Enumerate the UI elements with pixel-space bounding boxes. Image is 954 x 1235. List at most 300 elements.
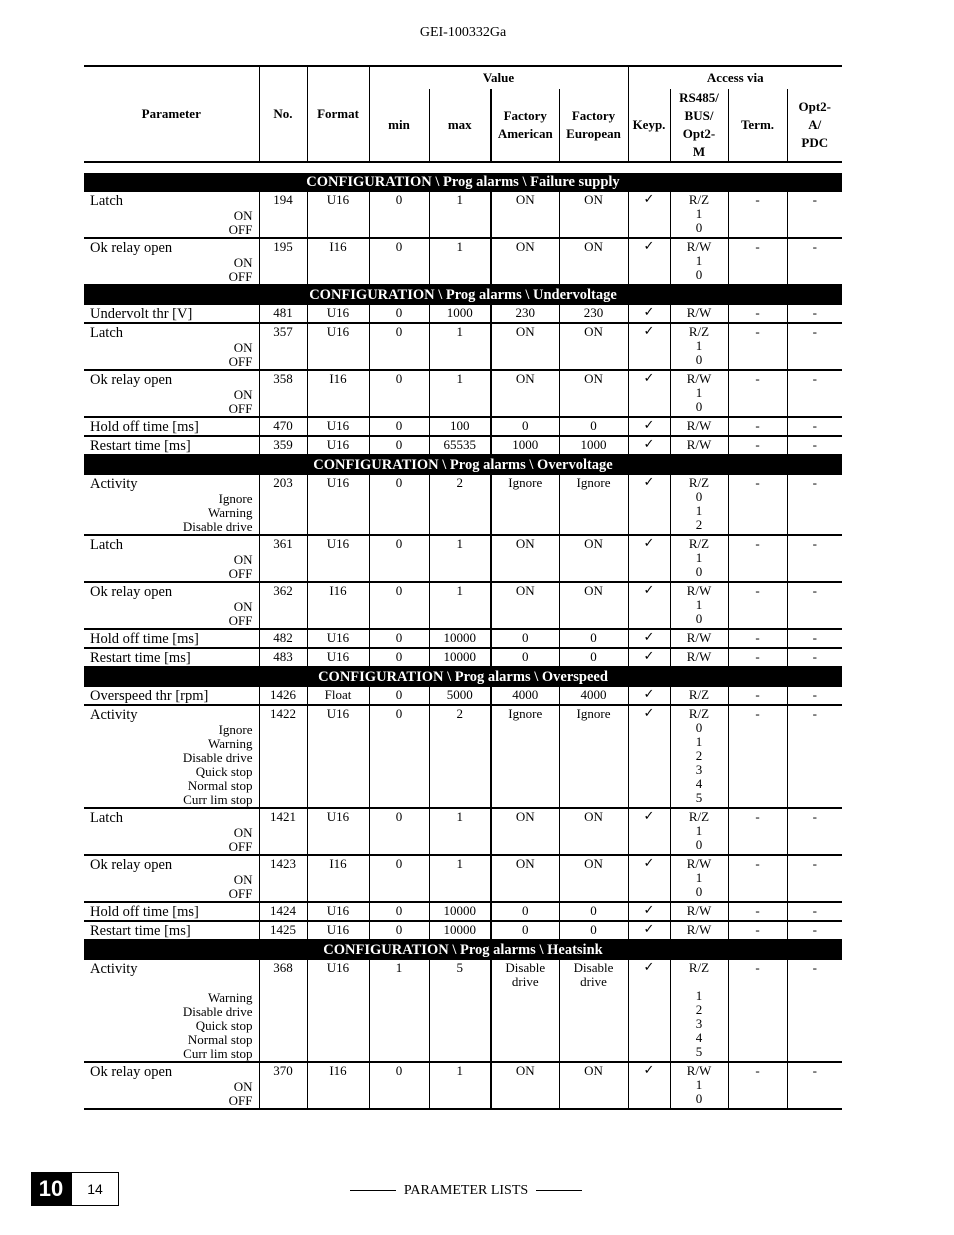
- rs485-value: 5: [695, 1044, 703, 1059]
- param-factory-european: ON: [559, 582, 628, 629]
- param-max: 5000: [429, 687, 491, 705]
- param-factory-european: 4000: [559, 687, 628, 705]
- param-max: 1000: [429, 305, 491, 323]
- param-name: Restart time [ms]: [90, 923, 191, 939]
- param-rs485: [670, 629, 728, 648]
- param-option: ON: [233, 599, 253, 614]
- param-format: U16: [307, 192, 369, 238]
- param-cell: [84, 808, 259, 855]
- param-factory-european: 0: [559, 629, 628, 648]
- param-cell: [84, 705, 259, 808]
- param-max: 1: [429, 855, 491, 902]
- table-row: [84, 417, 842, 436]
- param-opt2: -: [787, 960, 842, 1062]
- table-row: [84, 535, 842, 582]
- param-opt2: -: [787, 305, 842, 323]
- param-factory-european: 0: [559, 648, 628, 667]
- param-max: 10000: [429, 648, 491, 667]
- param-format: U16: [307, 417, 369, 436]
- param-opt2: -: [787, 192, 842, 238]
- rs485-value: 2: [695, 748, 703, 763]
- param-factory-european: 230: [559, 305, 628, 323]
- param-opt2: -: [787, 417, 842, 436]
- rs485-value: 1: [695, 823, 703, 838]
- param-opt2: -: [787, 475, 842, 535]
- param-option: Ignore: [218, 491, 253, 506]
- param-cell: [84, 960, 259, 1062]
- param-keyp-check: ✓: [628, 238, 670, 285]
- param-no: 1422: [259, 705, 307, 808]
- param-factory-american: 0: [491, 921, 559, 940]
- param-min: 0: [369, 902, 429, 921]
- rs485-value: R/W: [686, 437, 712, 452]
- param-opt2: -: [787, 902, 842, 921]
- param-max: 10000: [429, 902, 491, 921]
- param-factory-european: ON: [559, 1062, 628, 1109]
- rs485-value: R/W: [686, 371, 712, 386]
- section-title: CONFIGURATION \ Prog alarms \ Overspeed: [84, 667, 842, 687]
- rs485-value: R/Z: [688, 536, 710, 551]
- param-name: Ok relay open: [90, 240, 173, 256]
- param-name: Latch: [90, 325, 124, 341]
- param-term: -: [728, 705, 787, 808]
- param-option: ON: [233, 552, 253, 567]
- param-option: [90, 977, 257, 991]
- param-rs485: [670, 370, 728, 417]
- param-cell: [84, 370, 259, 417]
- param-cell: [84, 475, 259, 535]
- rs485-value: R/W: [686, 630, 712, 645]
- param-min: 0: [369, 238, 429, 285]
- param-opt2: -: [787, 436, 842, 455]
- param-term: -: [728, 1062, 787, 1109]
- table-header: [84, 66, 842, 173]
- param-format: U16: [307, 305, 369, 323]
- param-cell: [84, 436, 259, 455]
- rs485-value: R/Z: [688, 687, 710, 702]
- param-no: 1424: [259, 902, 307, 921]
- rs485-value: 0: [695, 220, 703, 235]
- param-opt2: -: [787, 629, 842, 648]
- param-cell: [84, 323, 259, 370]
- param-factory-american: Disable drive: [491, 960, 559, 1062]
- table-row: [84, 921, 842, 940]
- param-opt2: -: [787, 855, 842, 902]
- param-opt2: -: [787, 238, 842, 285]
- param-keyp-check: ✓: [628, 192, 670, 238]
- section-header-row: [84, 285, 842, 305]
- rs485-value: 2: [695, 517, 703, 532]
- param-format: I16: [307, 582, 369, 629]
- rs485-value: 4: [695, 776, 703, 791]
- param-min: 0: [369, 921, 429, 940]
- param-option: ON: [233, 1079, 253, 1094]
- rs485-value: R/W: [686, 583, 712, 598]
- rs485-value: R/Z: [688, 960, 710, 975]
- param-min: 0: [369, 687, 429, 705]
- rs485-value: 0: [695, 564, 703, 579]
- rs485-value: R/W: [686, 922, 712, 937]
- table-row: [84, 1062, 842, 1109]
- rs485-value: 0: [695, 884, 703, 899]
- param-no: 194: [259, 192, 307, 238]
- param-keyp-check: ✓: [628, 436, 670, 455]
- rs485-value: 1: [695, 1077, 703, 1092]
- footer-section-title: PARAMETER LISTS: [403, 1183, 529, 1198]
- col-parameter: Parameter: [84, 66, 259, 162]
- rs485-value: 1: [695, 503, 703, 518]
- section-header-row: [84, 667, 842, 687]
- param-format: U16: [307, 475, 369, 535]
- table-row: [84, 305, 842, 323]
- param-keyp-check: ✓: [628, 921, 670, 940]
- param-term: -: [728, 629, 787, 648]
- param-factory-european: Ignore: [559, 475, 628, 535]
- param-no: 368: [259, 960, 307, 1062]
- param-factory-american: ON: [491, 808, 559, 855]
- param-factory-american: ON: [491, 582, 559, 629]
- param-factory-european: ON: [559, 535, 628, 582]
- col-keyp: Keyp.: [628, 89, 670, 162]
- param-term: -: [728, 417, 787, 436]
- param-factory-european: 0: [559, 417, 628, 436]
- param-min: 0: [369, 323, 429, 370]
- param-rs485: [670, 475, 728, 535]
- param-factory-american: 0: [491, 648, 559, 667]
- param-option: Curr lim stop: [183, 1046, 253, 1061]
- rs485-value: R/W: [686, 1063, 712, 1078]
- param-name: Latch: [90, 193, 124, 209]
- param-name: Restart time [ms]: [90, 650, 191, 666]
- param-name: Hold off time [ms]: [90, 631, 199, 647]
- param-keyp-check: ✓: [628, 1062, 670, 1109]
- param-factory-european: Ignore: [559, 705, 628, 808]
- param-option: Disable drive: [182, 750, 253, 765]
- rs485-value: 1: [695, 385, 703, 400]
- param-no: 470: [259, 417, 307, 436]
- param-name: Undervolt thr [V]: [90, 306, 193, 322]
- param-factory-european: 0: [559, 902, 628, 921]
- param-max: 100: [429, 417, 491, 436]
- param-option: Warning: [208, 505, 253, 520]
- param-no: 481: [259, 305, 307, 323]
- document-id: GEI-100332Ga: [419, 25, 507, 40]
- param-option: OFF: [228, 839, 253, 854]
- param-min: 0: [369, 192, 429, 238]
- param-no: 1421: [259, 808, 307, 855]
- param-rs485: [670, 305, 728, 323]
- param-name: Ok relay open: [90, 584, 173, 600]
- param-factory-european: ON: [559, 323, 628, 370]
- table-row: [84, 808, 842, 855]
- param-factory-american: ON: [491, 323, 559, 370]
- param-option: Disable drive: [182, 1004, 253, 1019]
- col-access-group: Access via: [628, 66, 842, 89]
- param-cell: [84, 417, 259, 436]
- rs485-value: R/W: [686, 305, 712, 320]
- param-cell: [84, 629, 259, 648]
- param-rs485: [670, 855, 728, 902]
- param-no: 358: [259, 370, 307, 417]
- col-term: Term.: [728, 89, 787, 162]
- param-rs485: [670, 808, 728, 855]
- param-min: 0: [369, 305, 429, 323]
- rs485-value: R/W: [686, 239, 712, 254]
- col-no: No.: [259, 66, 307, 162]
- param-term: -: [728, 323, 787, 370]
- param-factory-european: ON: [559, 192, 628, 238]
- param-max: 5: [429, 960, 491, 1062]
- param-keyp-check: ✓: [628, 475, 670, 535]
- param-name: Ok relay open: [90, 372, 173, 388]
- param-rs485: [670, 921, 728, 940]
- param-rs485: [670, 705, 728, 808]
- section-title: CONFIGURATION \ Prog alarms \ Failure supply: [84, 173, 842, 192]
- param-opt2: -: [787, 323, 842, 370]
- param-keyp-check: ✓: [628, 960, 670, 1062]
- col-format: Format: [307, 66, 369, 162]
- table-row: [84, 960, 842, 1062]
- rs485-value: 1: [695, 988, 703, 1003]
- param-factory-american: Ignore: [491, 705, 559, 808]
- table-row: [84, 436, 842, 455]
- section-header-row: [84, 940, 842, 960]
- param-no: 361: [259, 535, 307, 582]
- param-option: OFF: [228, 1093, 253, 1108]
- param-min: 0: [369, 808, 429, 855]
- param-opt2: -: [787, 582, 842, 629]
- param-cell: [84, 921, 259, 940]
- param-max: 1: [429, 238, 491, 285]
- param-keyp-check: ✓: [628, 902, 670, 921]
- rs485-value: 1: [695, 734, 703, 749]
- param-factory-european: 1000: [559, 436, 628, 455]
- rs485-value: 0: [695, 611, 703, 626]
- rs485-value: 1: [695, 206, 703, 221]
- table-row: [84, 855, 842, 902]
- table-row: [84, 370, 842, 417]
- param-factory-american: 0: [491, 902, 559, 921]
- param-option: ON: [233, 255, 253, 270]
- param-factory-american: ON: [491, 238, 559, 285]
- table-row: [84, 192, 842, 238]
- param-rs485: [670, 417, 728, 436]
- rs485-value: 1: [695, 550, 703, 565]
- param-min: 0: [369, 370, 429, 417]
- param-factory-american: ON: [491, 1062, 559, 1109]
- table-row: [84, 648, 842, 667]
- rs485-value: 2: [695, 1002, 703, 1017]
- param-no: 203: [259, 475, 307, 535]
- col-rs485: RS485/ BUS/ Opt2-M: [670, 89, 728, 162]
- param-name: Latch: [90, 537, 124, 553]
- param-factory-american: 230: [491, 305, 559, 323]
- rs485-value: 0: [695, 720, 703, 735]
- param-term: -: [728, 238, 787, 285]
- param-max: 1: [429, 1062, 491, 1109]
- param-option: Warning: [208, 990, 253, 1005]
- table-row: [84, 902, 842, 921]
- rs485-value: R/Z: [688, 324, 710, 339]
- chapter-number: 10: [31, 1172, 71, 1206]
- param-term: -: [728, 808, 787, 855]
- param-factory-american: ON: [491, 192, 559, 238]
- param-rs485: [670, 902, 728, 921]
- param-factory-american: 4000: [491, 687, 559, 705]
- param-format: I16: [307, 1062, 369, 1109]
- param-no: 1423: [259, 855, 307, 902]
- param-rs485: [670, 238, 728, 285]
- param-format: I16: [307, 370, 369, 417]
- param-keyp-check: ✓: [628, 705, 670, 808]
- param-factory-american: 0: [491, 417, 559, 436]
- param-option: ON: [233, 208, 253, 223]
- rs485-value: 0: [695, 837, 703, 852]
- param-cell: [84, 192, 259, 238]
- rs485-value: R/W: [686, 903, 712, 918]
- page-number: 14: [71, 1172, 119, 1206]
- param-keyp-check: ✓: [628, 629, 670, 648]
- param-format: I16: [307, 238, 369, 285]
- rs485-value: 1: [695, 597, 703, 612]
- param-term: -: [728, 960, 787, 1062]
- param-format: U16: [307, 629, 369, 648]
- footer-rule-left: [350, 1190, 396, 1191]
- param-option: OFF: [228, 354, 253, 369]
- param-option: Normal stop: [187, 778, 253, 793]
- footer-rule-right: [536, 1190, 582, 1191]
- param-format: U16: [307, 921, 369, 940]
- table-row: [84, 582, 842, 629]
- param-opt2: -: [787, 687, 842, 705]
- rs485-value: 0: [695, 267, 703, 282]
- param-term: -: [728, 192, 787, 238]
- param-max: 1: [429, 323, 491, 370]
- param-keyp-check: ✓: [628, 305, 670, 323]
- param-option: OFF: [228, 269, 253, 284]
- param-opt2: -: [787, 808, 842, 855]
- param-cell: [84, 535, 259, 582]
- table-body: [84, 173, 842, 1109]
- param-option: OFF: [228, 886, 253, 901]
- param-no: 370: [259, 1062, 307, 1109]
- param-term: -: [728, 687, 787, 705]
- table-row: [84, 687, 842, 705]
- param-format: U16: [307, 436, 369, 455]
- param-keyp-check: ✓: [628, 648, 670, 667]
- rs485-value: 1: [695, 338, 703, 353]
- param-cell: [84, 687, 259, 705]
- param-max: 1: [429, 582, 491, 629]
- param-cell: [84, 1062, 259, 1109]
- param-keyp-check: ✓: [628, 417, 670, 436]
- section-header-row: [84, 173, 842, 192]
- param-option: Quick stop: [195, 764, 253, 779]
- param-max: 10000: [429, 629, 491, 648]
- param-opt2: -: [787, 535, 842, 582]
- param-name: Overspeed thr [rpm]: [90, 688, 209, 704]
- rs485-value: R/Z: [688, 706, 710, 721]
- rs485-value: 3: [695, 762, 703, 777]
- param-name: Ok relay open: [90, 1064, 173, 1080]
- param-option: Ignore: [218, 722, 253, 737]
- param-term: -: [728, 902, 787, 921]
- param-term: -: [728, 855, 787, 902]
- param-term: -: [728, 475, 787, 535]
- rs485-value: R/W: [686, 649, 712, 664]
- param-no: 362: [259, 582, 307, 629]
- param-cell: [84, 238, 259, 285]
- param-no: 1425: [259, 921, 307, 940]
- param-factory-european: Disable drive: [559, 960, 628, 1062]
- param-option: OFF: [228, 222, 253, 237]
- param-option: ON: [233, 872, 253, 887]
- param-no: 1426: [259, 687, 307, 705]
- param-term: -: [728, 436, 787, 455]
- param-max: 10000: [429, 921, 491, 940]
- param-min: 0: [369, 436, 429, 455]
- param-name: Latch: [90, 810, 124, 826]
- param-option: OFF: [228, 613, 253, 628]
- param-no: 482: [259, 629, 307, 648]
- param-option: Disable drive: [182, 519, 253, 534]
- param-min: 0: [369, 417, 429, 436]
- footer: [0, 1183, 932, 1199]
- param-min: 0: [369, 705, 429, 808]
- param-term: -: [728, 535, 787, 582]
- param-min: 0: [369, 648, 429, 667]
- param-keyp-check: ✓: [628, 582, 670, 629]
- param-max: 2: [429, 705, 491, 808]
- param-factory-european: ON: [559, 370, 628, 417]
- param-cell: [84, 582, 259, 629]
- param-factory-european: 0: [559, 921, 628, 940]
- param-keyp-check: ✓: [628, 535, 670, 582]
- rs485-value: 5: [695, 790, 703, 805]
- rs485-value: 1: [695, 870, 703, 885]
- section-title: CONFIGURATION \ Prog alarms \ Heatsink: [84, 940, 842, 960]
- param-max: 1: [429, 808, 491, 855]
- rs485-value: R/Z: [688, 809, 710, 824]
- rs485-value: R/W: [686, 856, 712, 871]
- col-factory-american: Factory American: [491, 89, 559, 162]
- table-row: [84, 629, 842, 648]
- section-header-row: [84, 455, 842, 475]
- table-row: [84, 238, 842, 285]
- rs485-value: R/W: [686, 418, 712, 433]
- param-term: -: [728, 921, 787, 940]
- rs485-value: R/Z: [688, 192, 710, 207]
- rs485-value: 4: [695, 1030, 703, 1045]
- param-term: -: [728, 305, 787, 323]
- col-max: max: [429, 89, 491, 162]
- rs485-value: 1: [695, 253, 703, 268]
- param-name: Activity: [90, 961, 138, 977]
- param-term: -: [728, 648, 787, 667]
- param-no: 483: [259, 648, 307, 667]
- param-cell: [84, 902, 259, 921]
- param-min: 0: [369, 855, 429, 902]
- param-format: U16: [307, 535, 369, 582]
- param-rs485: [670, 582, 728, 629]
- col-value-group: Value: [369, 66, 628, 89]
- rs485-value: 0: [695, 489, 703, 504]
- param-keyp-check: ✓: [628, 808, 670, 855]
- param-option: Quick stop: [195, 1018, 253, 1033]
- param-min: 1: [369, 960, 429, 1062]
- rs485-value: 0: [695, 399, 703, 414]
- param-format: U16: [307, 705, 369, 808]
